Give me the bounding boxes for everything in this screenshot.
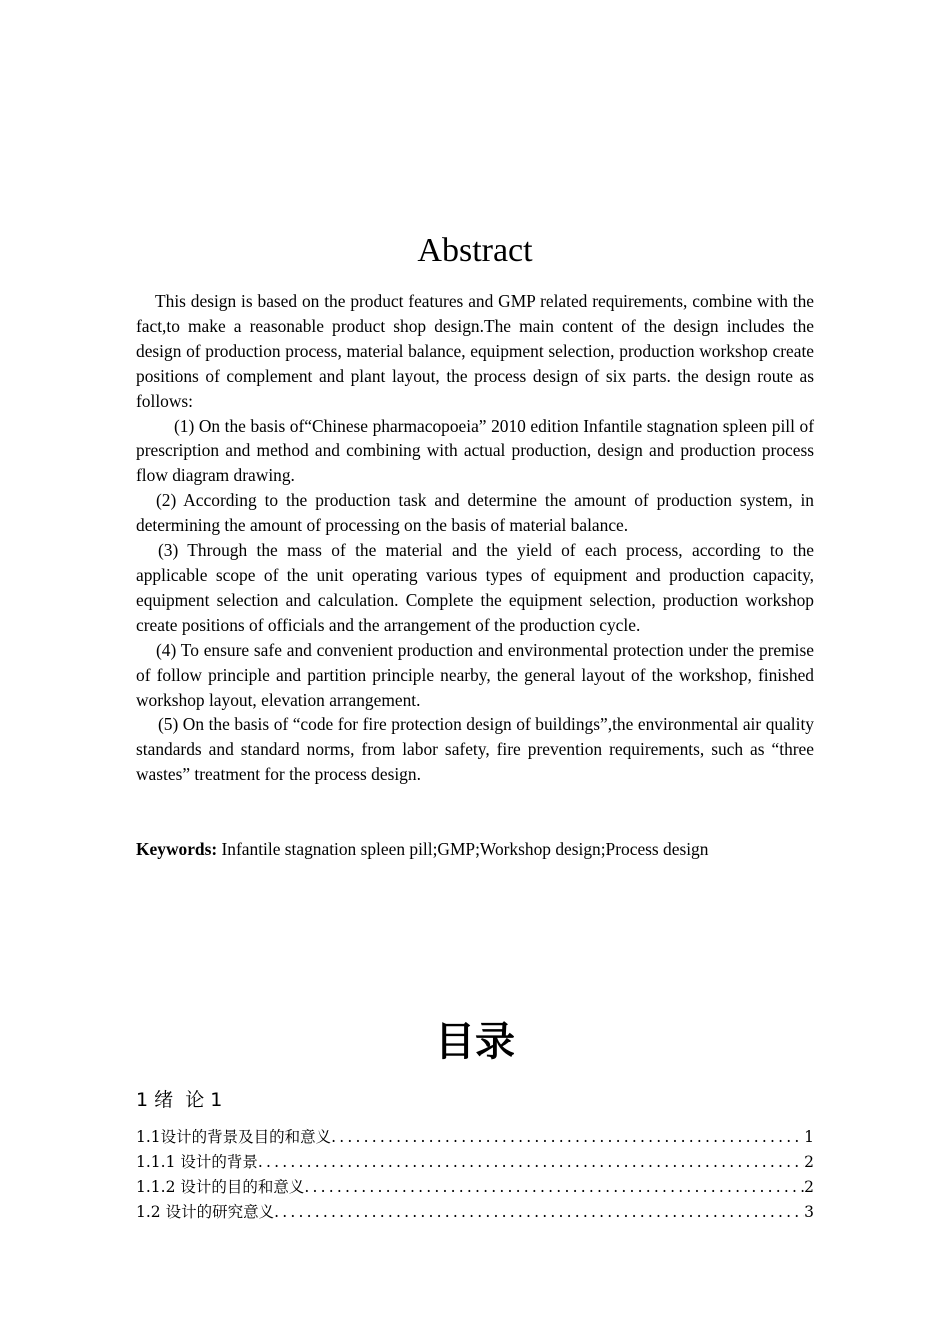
keywords-label: Keywords: — [136, 839, 218, 859]
toc-leader-dots — [331, 1125, 804, 1150]
toc-entry-page: 2 — [804, 1153, 814, 1171]
abstract-intro-paragraph: This design is based on the product features and GMP related requirements, combine with the fact,to make a reasonable product shop design.The main content of the design includes the design of production process, material balance, equipment selection, production workshop create positions of complement and plant layout, the process design of six parts. the design route as follows: — [136, 291, 814, 411]
abstract-item-1: (1) On the basis of“Chinese pharmacopoeia” 2010 edition Infantile stagnation spleen pill of prescription and method and combining with actual production, design and production process flow diagram drawing. — [136, 415, 814, 486]
toc-entry[interactable] — [136, 1125, 814, 1150]
toc-leader-dots — [304, 1175, 804, 1200]
abstract-item-4: (4) To ensure safe and convenient production and environmental protection under the premise of follow principle and partition principle nearby, the general layout of the workshop, finished workshop layout, elevation arrangement. — [136, 639, 814, 710]
toc-entry-label: 1.1.2 设计的目的和意义 — [136, 1178, 305, 1196]
toc-list — [136, 1125, 814, 1225]
toc-leader-dots — [274, 1200, 804, 1225]
toc-entry[interactable] — [136, 1200, 814, 1225]
abstract-item-5: (5) On the basis of “code for fire protection design of buildings”,the environmental air quality standards and standard norms, from labor safety, fire prevention requirements, such as “three wastes” treatment for the process design. — [136, 714, 814, 785]
toc-entry-label: 1.2 设计的研究意义 — [136, 1203, 275, 1221]
toc-entry[interactable] — [136, 1175, 814, 1200]
abstract-body — [136, 289, 814, 787]
toc-entry-page: 1 — [804, 1128, 814, 1146]
toc-leader-dots — [258, 1150, 804, 1175]
toc-entry-page: 2 — [804, 1178, 814, 1196]
toc-entry-label: 1.1.1 设计的背景 — [136, 1153, 258, 1171]
toc-chapter-heading[interactable]: 1 绪 论 1 — [136, 1089, 223, 1111]
abstract-title: Abstract — [417, 232, 533, 269]
toc-entry[interactable] — [136, 1150, 814, 1175]
toc-entry-page: 3 — [804, 1203, 814, 1221]
abstract-item-2: (2) According to the production task and determine the amount of production system, in determining the amount of processing on the basis of material balance. — [136, 490, 814, 536]
abstract-item-3: (3) Through the mass of the material and the yield of each process, according to the applicable scope of the unit operating various types of equipment and production capacity, equipment selection and calculation. Complete the equipment selection, production workshop create positions of officials and the arrangement of the production cycle. — [136, 540, 814, 635]
keywords-line — [136, 837, 814, 861]
toc-title: 目录 — [435, 1019, 515, 1065]
toc-entry-label: 1.1设计的背景及目的和意义 — [136, 1128, 332, 1146]
keywords-value: Infantile stagnation spleen pill;GMP;Workshop design;Process design — [221, 839, 709, 859]
